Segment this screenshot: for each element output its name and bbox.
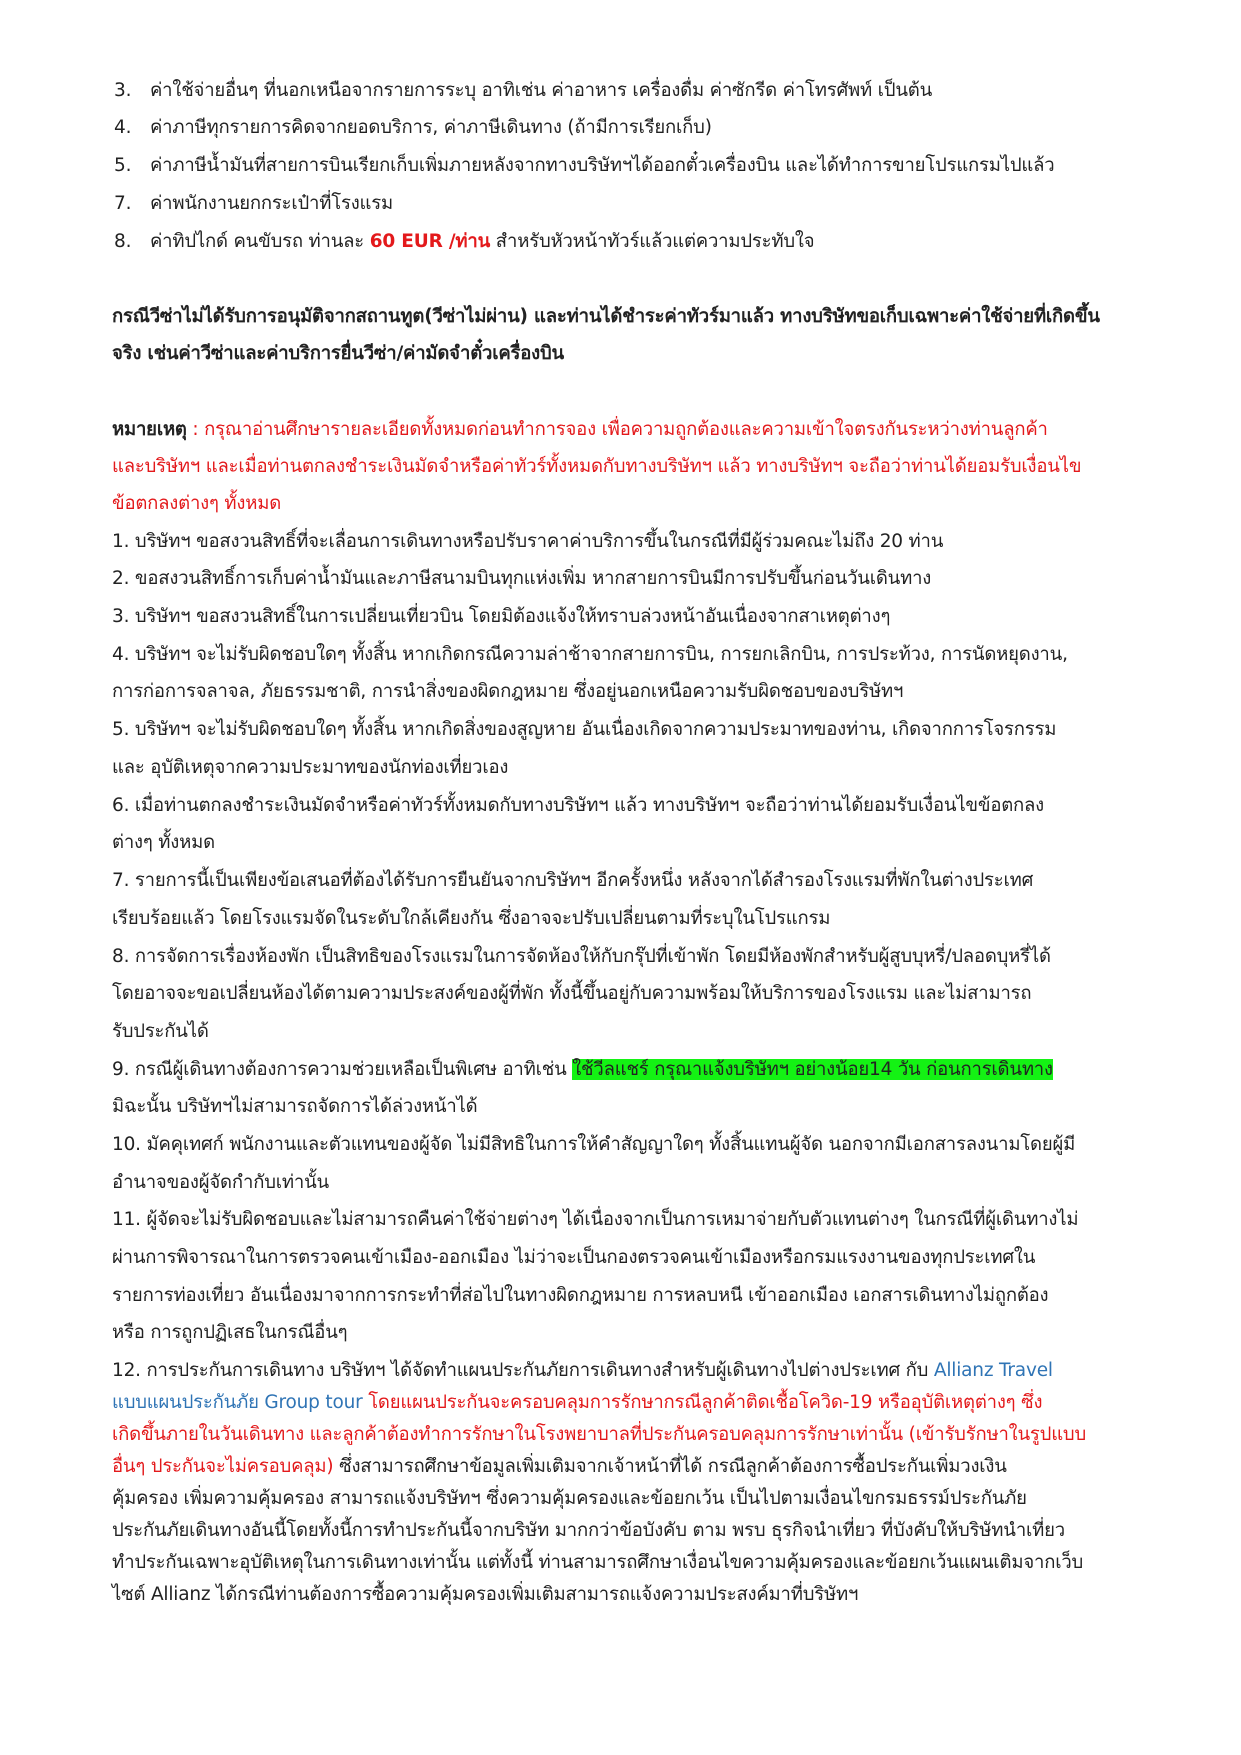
exclusion-item: 7. ค่าพนักงานยกกระเป๋าที่โรงแรม	[114, 193, 394, 214]
term-line: รับประกันได้	[112, 1021, 209, 1042]
term-line: เกิดขึ้นภายในวันเดินทาง และลูกค้าต้องทำการรักษาในโรงพยาบาลที่ประกันครอบคลุมการรักษาเท่านั้น (เข้ารับรักษาในรูปแบบ	[112, 1424, 1087, 1445]
term-line: อื่นๆ ประกันจะไม่ครอบคลุม) ซึ่งสามารถศึกษาข้อมูลเพิ่มเติมจากเจ้าหน้าที่ได้ กรณีลูกค้าต้องการซื้อประกันเพิ่มวงเงิน	[112, 1456, 1007, 1477]
remark-line: ข้อตกลงต่างๆ ทั้งหมด	[112, 493, 282, 514]
tip-amount: 60 EUR /ท่าน	[369, 231, 491, 252]
term-line: ทำประกันเฉพาะอุบัติเหตุในการเดินทางเท่านั้น แต่ทั้งนี้ ท่านสามารถศึกษาเงื่อนไขความคุ้มครองและข้อยกเว้นแผนเติมจากเว็บ	[112, 1552, 1084, 1573]
term-line: มิฉะนั้น บริษัทฯไม่สามารถจัดการได้ล่วงหน้าได้	[112, 1096, 478, 1117]
term-line: 4. บริษัทฯ จะไม่รับผิดชอบใดๆ ทั้งสิ้น หากเกิดกรณีความล่าช้าจากสายการบิน, การยกเลิกบิน, การประท้วง, การนัดหยุดงาน,	[112, 644, 1068, 665]
wheelchair-highlight: ใช้วีลแชร์ กรุณาแจ้งบริษัทฯ อย่างน้อย14 วัน ก่อนการเดินทาง	[572, 1059, 1053, 1080]
term-line: หรือ การถูกปฏิเสธในกรณีอื่นๆ	[112, 1322, 348, 1343]
term-line: 11. ผู้จัดจะไม่รับผิดชอบและไม่สามารถคืนค่าใช้จ่ายต่างๆ ได้เนื่องจากเป็นการเหมาจ่ายกับตัวแทนต่างๆ ในกรณีที่ผู้เดินทางไม่	[112, 1209, 1079, 1230]
remark-line: หมายเหตุ : กรุณาอ่านศึกษารายละเอียดทั้งหมดก่อนทำการจอง เพื่อความถูกต้องและความเข้าใจตรงกันระหว่างท่านลูกค้า	[112, 419, 1048, 440]
term-line: เรียบร้อยแล้ว โดยโรงแรมจัดในระดับใกล้เคียงกัน ซึ่งอาจจะปรับเปลี่ยนตามที่ระบุในโปรแกรม	[112, 908, 831, 929]
remark-label: หมายเหตุ	[112, 419, 187, 440]
term-line: ไซต์ Allianz ได้กรณีท่านต้องการซื้อความคุ้มครองเพิ่มเติมสามารถแจ้งความประสงค์มาที่บริษัทฯ	[112, 1584, 859, 1605]
remark-line: และบริษัทฯ และเมื่อท่านตกลงชำระเงินมัดจำหรือค่าทัวร์ทั้งหมดกับทางบริษัทฯ แล้ว ทางบริษัทฯ จะถือว่าท่านได้ยอมรับเงื่อนไข	[112, 456, 1082, 477]
exclusion-item: 5. ค่าภาษีน้ำมันที่สายการบินเรียกเก็บเพิ่มภายหลังจากทางบริษัทฯได้ออกตั๋วเครื่องบิน และได้ทำการขายโปรแกรมไปแล้ว	[114, 155, 1055, 176]
insurance-plan: แบบแผนประกันภัย Group tour	[112, 1392, 363, 1413]
term-line: 8. การจัดการเรื่องห้องพัก เป็นสิทธิของโรงแรมในการจัดห้องให้กับกรุ๊ปที่เข้าพัก โดยมีห้องพักสำหรับผู้สูบบุหรี่/ปลอดบุหรี่ได้	[112, 946, 1051, 967]
term-line: 7. รายการนี้เป็นเพียงข้อเสนอที่ต้องได้รับการยืนยันจากบริษัทฯ อีกครั้งหนึ่ง หลังจากได้สำรองโรงแรมที่พักในต่างประเทศ	[112, 870, 1034, 891]
visa-note-line: จริง เช่นค่าวีซ่าและค่าบริการยื่นวีซ่า/ค่ามัดจำตั๋วเครื่องบิน	[112, 343, 564, 364]
insurer-name: Allianz Travel	[933, 1360, 1053, 1381]
term-line: 9. กรณีผู้เดินทางต้องการความช่วยเหลือเป็นพิเศษ อาทิเช่น ใช้วีลแชร์ กรุณาแจ้งบริษัทฯ อย่างน้อย14 วัน ก่อนการเดินทาง	[112, 1059, 1053, 1080]
term-line: การก่อการจลาจล, ภัยธรรมชาติ, การนำสิ่งของผิดกฎหมาย ซึ่งอยู่นอกเหนือความรับผิดชอบของบริษัทฯ	[112, 681, 904, 702]
term-line: รายการท่องเที่ยว อันเนื่องมาจากการกระทำที่ส่อไปในทางผิดกฎหมาย การหลบหนี เข้าออกเมือง เอกสารเดินทางไม่ถูกต้อง	[112, 1285, 1049, 1306]
term-line: ต่างๆ ทั้งหมด	[112, 832, 215, 853]
exclusion-item: 4. ค่าภาษีทุกรายการคิดจากยอดบริการ, ค่าภาษีเดินทาง (ถ้ามีการเรียกเก็บ)	[114, 117, 712, 138]
visa-note-line: กรณีวีซ่าไม่ได้รับการอนุมัติจากสถานทูต(วีซ่าไม่ผ่าน) และท่านได้ชำระค่าทัวร์มาแล้ว ทางบริษัทขอเก็บเฉพาะค่าใช้จ่ายที่เกิดขึ้น	[112, 306, 1100, 327]
term-line: 12. การประกันการเดินทาง บริษัทฯ ได้จัดทำแผนประกันภัยการเดินทางสำหรับผู้เดินทางไปต่างประเทศ กับ Allianz Travel	[112, 1360, 1053, 1381]
term-line: 3. บริษัทฯ ขอสงวนสิทธิ์ในการเปลี่ยนเที่ยวบิน โดยมิต้องแจ้งให้ทราบล่วงหน้าอันเนื่องจากสาเหตุต่างๆ	[112, 606, 891, 627]
term-line: 10. มัคคุเทศก์ พนักงานและตัวแทนของผู้จัด ไม่มีสิทธิในการให้คำสัญญาใดๆ ทั้งสิ้นแทนผู้จัด นอกจากมีเอกสารลงนามโดยผู้มี	[112, 1134, 1076, 1155]
term-line: โดยอาจจะขอเปลี่ยนห้องได้ตามความประสงค์ของผู้ที่พัก ทั้งนี้ขึ้นอยู่กับความพร้อมให้บริการของโรงแรม และไม่สามารถ	[112, 983, 1032, 1004]
term-line: คุ้มครอง เพิ่มความคุ้มครอง สามารถแจ้งบริษัทฯ ซึ่งความคุ้มครองและข้อยกเว้น เป็นไปตามเงื่อนไขกรมธรรม์ประกันภัย	[112, 1488, 1027, 1509]
exclusion-item-tip: 8. ค่าทิปไกด์ คนขับรถ ท่านละ 60 EUR /ท่าน สำหรับหัวหน้าทัวร์แล้วแต่ความประทับใจ	[114, 231, 815, 252]
term-line: 2. ขอสงวนสิทธิ์การเก็บค่าน้ำมันและภาษีสนามบินทุกแห่งเพิ่ม หากสายการบินมีการปรับขึ้นก่อนวันเดินทาง	[112, 568, 932, 589]
term-line: 5. บริษัทฯ จะไม่รับผิดชอบใดๆ ทั้งสิ้น หากเกิดสิ่งของสูญหาย อันเนื่องเกิดจากความประมาทของท่าน, เกิดจากการโจรกรรม	[112, 719, 1057, 740]
term-line: และ อุบัติเหตุจากความประมาทของนักท่องเที่ยวเอง	[112, 757, 509, 778]
term-line: ผ่านการพิจารณาในการตรวจคนเข้าเมือง-ออกเมือง ไม่ว่าจะเป็นกองตรวจคนเข้าเมืองหรือกรมแรงงานของทุกประเทศใน	[112, 1247, 1036, 1268]
term-line: แบบแผนประกันภัย Group tour โดยแผนประกันจะครอบคลุมการรักษากรณีลูกค้าติดเชื้อโควิด-19 หรืออุบัติเหตุต่างๆ ซึ่ง	[112, 1392, 1043, 1413]
exclusion-item: 3. ค่าใช้จ่ายอื่นๆ ที่นอกเหนือจากรายการระบุ อาทิเช่น ค่าอาหาร เครื่องดื่ม ค่าซักรีด ค่าโทรศัพท์ เป็นต้น	[114, 80, 933, 101]
term-line: ประกันภัยเดินทางอันนี้โดยทั้งนี้การทำประกันนี้จากบริษัท มากกว่าข้อบังคับ ตาม พรบ ธุรกิจนำเที่ยว ที่บังคับให้บริษัทนำเที่ยว	[112, 1520, 1065, 1541]
term-line: อำนาจของผู้จัดกำกับเท่านั้น	[112, 1172, 329, 1193]
term-line: 6. เมื่อท่านตกลงชำระเงินมัดจำหรือค่าทัวร์ทั้งหมดกับทางบริษัทฯ แล้ว ทางบริษัทฯ จะถือว่าท่านได้ยอมรับเงื่อนไขข้อตกลง	[112, 795, 1045, 816]
term-line: 1. บริษัทฯ ขอสงวนสิทธิ์ที่จะเลื่อนการเดินทางหรือปรับราคาค่าบริการขึ้นในกรณีที่มีผู้ร่วมคณะไม่ถึง 20 ท่าน	[112, 531, 944, 552]
